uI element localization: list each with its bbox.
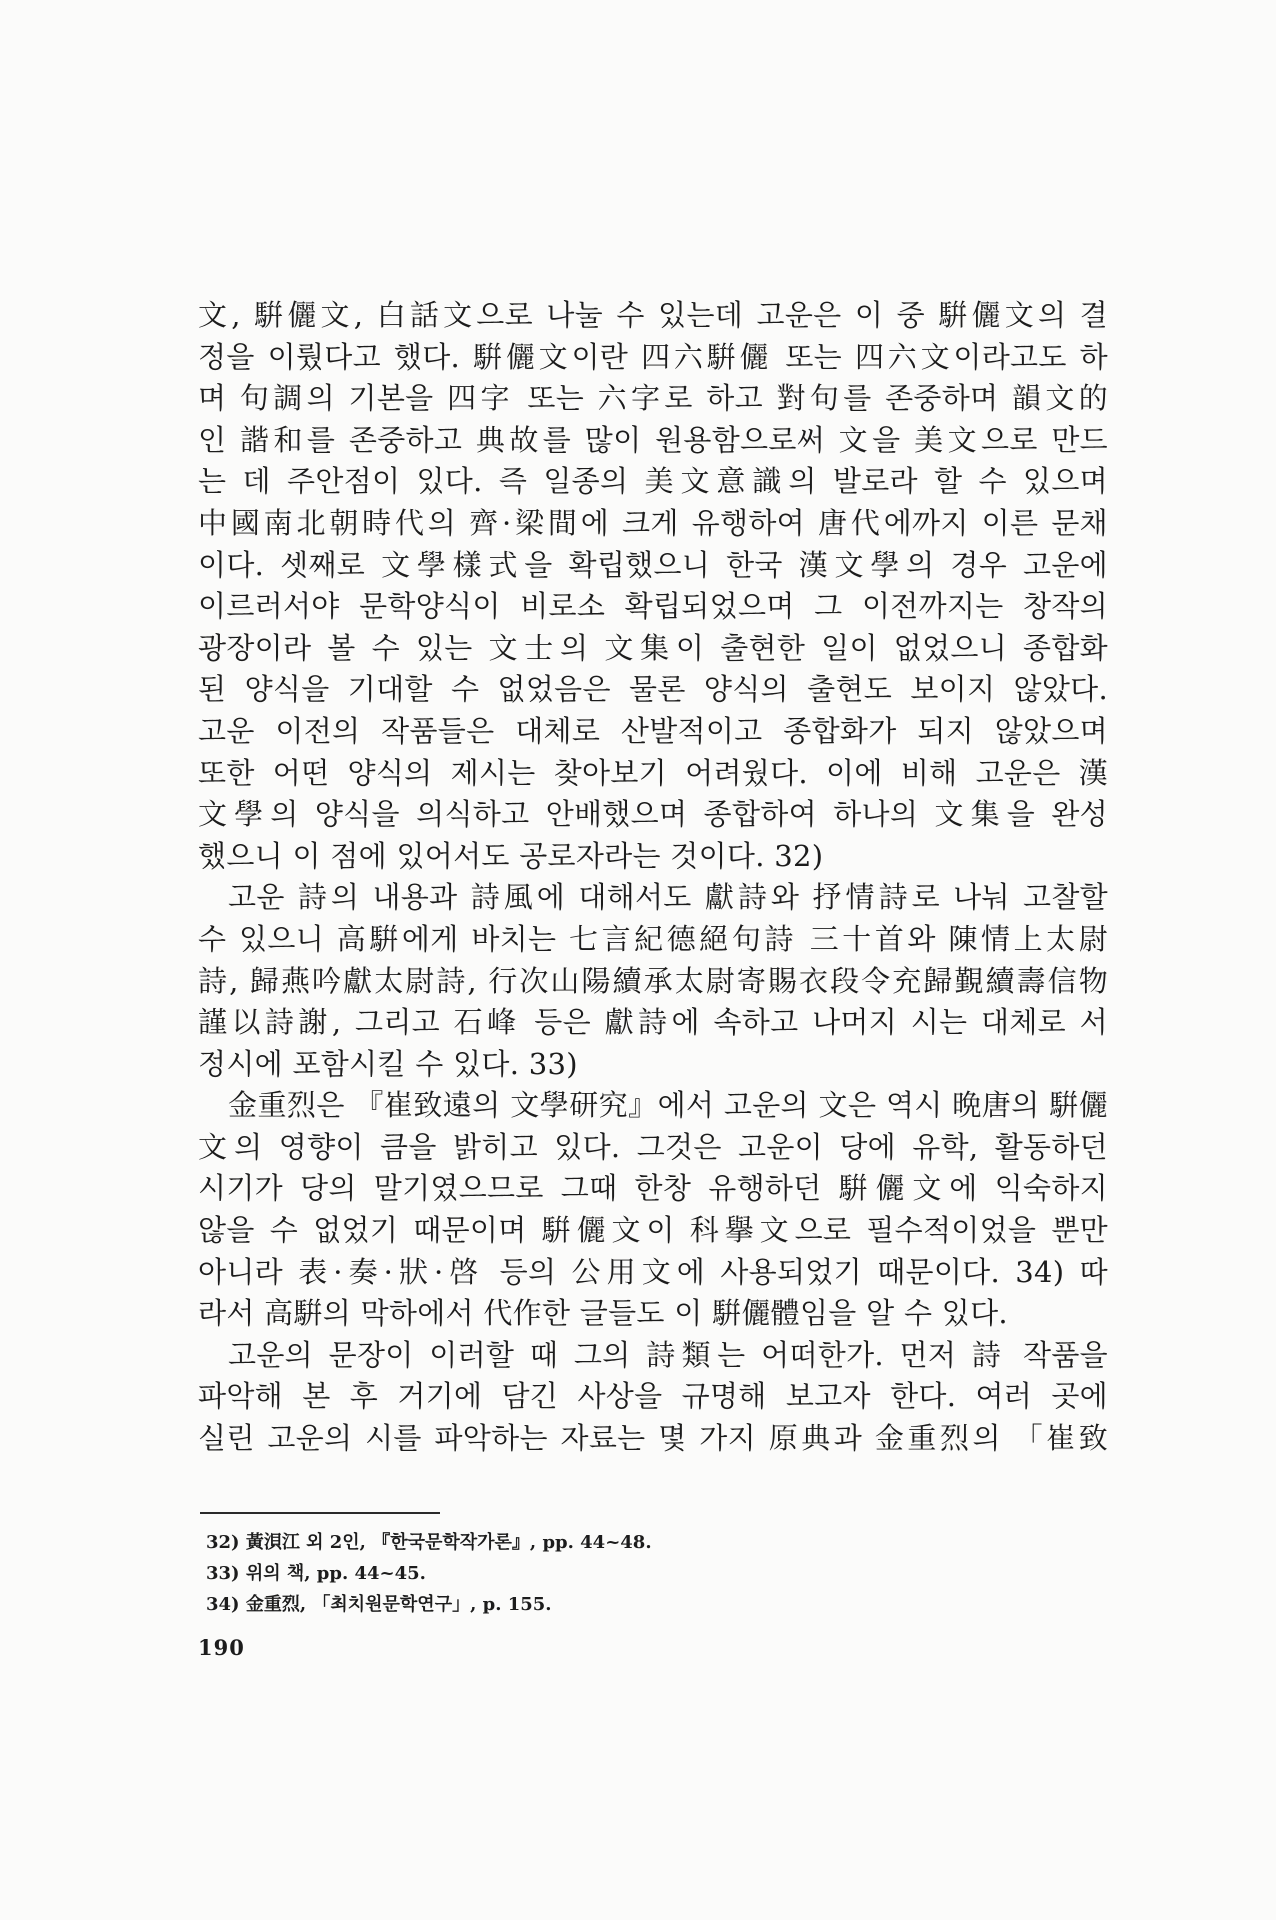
body-line: 광장이라 볼 수 있는 文士의 文集이 출현한 일이 없었으니 종합화: [198, 630, 1108, 665]
body-line: 고운 詩의 내용과 詩風에 대해서도 獻詩와 抒情詩로 나눠 고찰할: [228, 880, 1108, 915]
body-line: 정시에 포함시킬 수 있다. 33): [198, 1046, 578, 1081]
footnote: 34) 金重烈, 「최치원문학연구」, p. 155.: [206, 1594, 552, 1615]
body-line: 이다. 셋째로 文學樣式을 확립했으니 한국 漢文學의 경우 고운에: [198, 547, 1108, 582]
body-line: 金重烈은 『崔致遠의 文學研究』에서 고운의 文은 역시 晩唐의 騈儷: [228, 1088, 1108, 1123]
body-line: 않을 수 없었기 때문이며 騈儷文이 科擧文으로 필수적이었을 뿐만: [198, 1213, 1108, 1248]
footnotes: [206, 1527, 906, 1620]
body-line: 中國南北朝時代의 齊·梁間에 크게 유행하여 唐代에까지 이른 문채: [198, 505, 1108, 540]
body-line: 文學의 양식을 의식하고 안배했으며 종합하여 하나의 文集을 완성: [198, 797, 1108, 832]
body-line: 는 데 주안점이 있다. 즉 일종의 美文意識의 발로라 할 수 있으며: [198, 464, 1108, 499]
body-line: 라서 高騈의 막하에서 代作한 글들도 이 騈儷體임을 알 수 있다.: [198, 1296, 1008, 1331]
body-line: 아니라 表·奏·狀·啓 등의 公用文에 사용되었기 때문이다. 34) 따: [198, 1254, 1108, 1289]
body-line: 된 양식을 기대할 수 없었음은 물론 양식의 출현도 보이지 않았다.: [198, 672, 1108, 707]
body-line: 謹以詩謝, 그리고 石峰 등은 獻詩에 속하고 나머지 시는 대체로 서: [198, 1005, 1108, 1040]
body-line: 파악해 본 후 거기에 담긴 사상을 규명해 보고자 한다. 여러 곳에: [198, 1379, 1108, 1414]
footnote: 32) 黃浿江 외 2인, 『한국문학작가론』, pp. 44~48.: [206, 1532, 652, 1553]
body-line: 실린 고운의 시를 파악하는 자료는 몇 가지 原典과 金重烈의 「崔致: [198, 1421, 1108, 1456]
footnote-divider: [200, 1512, 440, 1514]
body-line: 시기가 당의 말기였으므로 그때 한창 유행하던 騈儷文에 익숙하지: [198, 1171, 1108, 1206]
body-text: [198, 295, 1108, 1460]
body-line: 고운의 문장이 이러할 때 그의 詩類는 어떠한가. 먼저 詩 작품을: [228, 1337, 1108, 1372]
body-line: 인 諧和를 존중하고 典故를 많이 원용함으로써 文을 美文으로 만드: [198, 422, 1108, 457]
page-number: 190: [198, 1635, 245, 1660]
body-line: 정을 이뤘다고 했다. 騈儷文이란 四六騈儷 또는 四六文이라고도 하: [198, 339, 1108, 374]
body-line: 詩, 歸燕吟獻太尉詩, 行次山陽續承太尉寄賜衣段令充歸覲續壽信物: [198, 963, 1108, 998]
body-line: 고운 이전의 작품들은 대체로 산발적이고 종합화가 되지 않았으며: [198, 713, 1108, 748]
body-line: 수 있으니 高騈에게 바치는 七言紀德絕句詩 三十首와 陳情上太尉: [198, 921, 1108, 956]
footnote: 33) 위의 책, pp. 44~45.: [206, 1563, 426, 1584]
body-line: 며 句調의 기본을 四字 또는 六字로 하고 對句를 존중하며 韻文的: [198, 381, 1108, 416]
body-line: 했으니 이 점에 있어서도 공로자라는 것이다. 32): [198, 838, 824, 873]
body-line: 文의 영향이 큼을 밝히고 있다. 그것은 고운이 당에 유학, 활동하던: [198, 1129, 1108, 1164]
body-line: 또한 어떤 양식의 제시는 찾아보기 어려웠다. 이에 비해 고운은 漢: [198, 755, 1108, 790]
body-line: 이르러서야 문학양식이 비로소 확립되었으며 그 이전까지는 창작의: [198, 589, 1108, 624]
body-line: 文, 騈儷文, 白話文으로 나눌 수 있는데 고운은 이 중 騈儷文의 결: [198, 298, 1108, 332]
